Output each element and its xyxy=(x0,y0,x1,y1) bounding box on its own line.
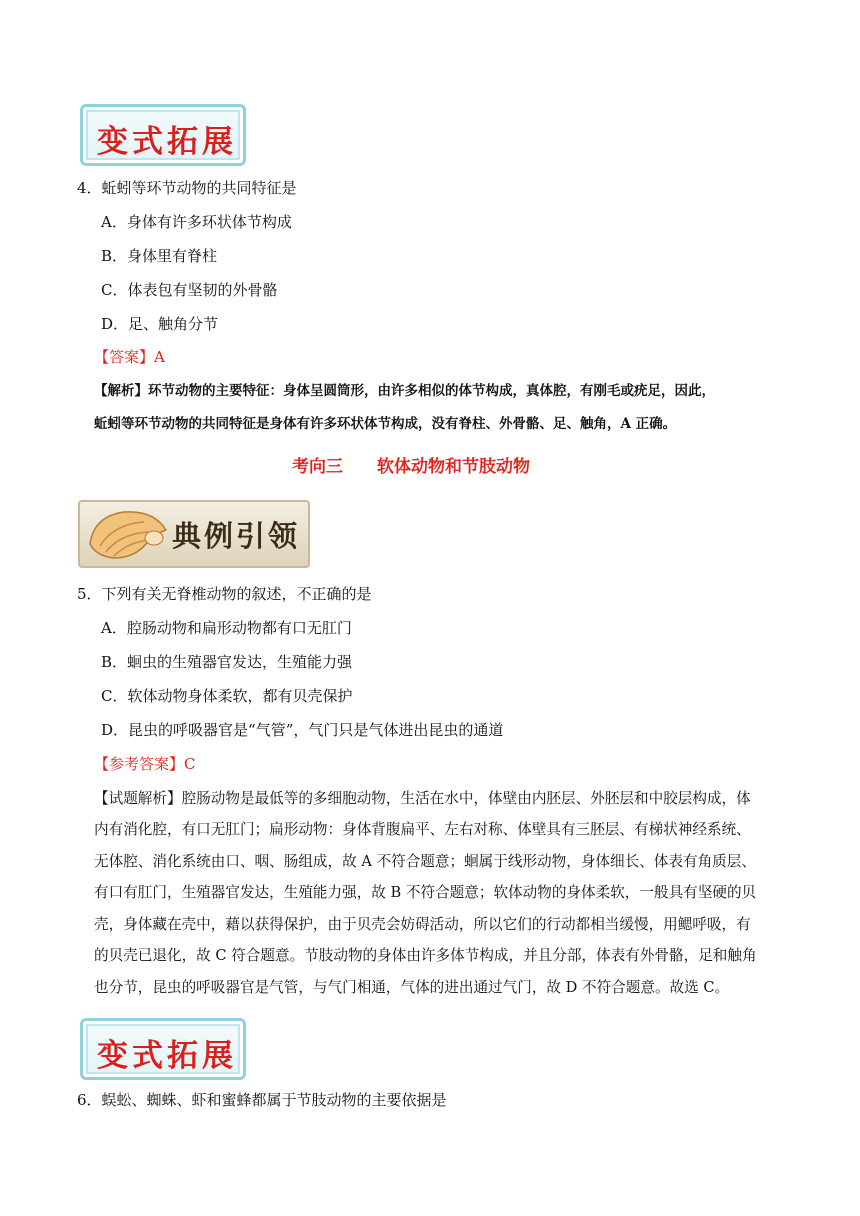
question-4-option-d: D．足、触角分节 xyxy=(101,315,219,333)
variant-extension-badge xyxy=(80,1018,246,1080)
question-4-answer: 【答案】A xyxy=(94,348,165,366)
typical-example-badge xyxy=(78,500,310,568)
question-4-option-c: C．体表包有坚韧的外骨骼 xyxy=(101,281,278,299)
question-5-answer: 【参考答案】C xyxy=(94,755,196,773)
explanation-line: 壳，身体藏在壳中，藉以获得保护，由于贝壳会妨碍活动，所以它们的行动都相当缓慢，用鳃呼吸，有 xyxy=(94,916,751,933)
section-title: 考向三 软体动物和节肢动物 xyxy=(292,457,530,477)
badge-label: 变式拓展 xyxy=(97,1038,237,1074)
explanation-line: 有口有肛门，生殖器官发达，生殖能力强，故 B 不符合题意；软体动物的身体柔软，一般具有坚硬的贝 xyxy=(94,884,757,901)
question-4-option-a: A．身体有许多环状体节构成 xyxy=(101,213,292,231)
question-4-explanation-line-1: 【解析】环节动物的主要特征：身体呈圆筒形，由许多相似的体节构成，真体腔，有刚毛或疣足，因此， xyxy=(94,383,715,399)
question-4-stem: 4．蚯蚓等环节动物的共同特征是 xyxy=(77,179,297,197)
explanation-line: 内有消化腔，有口无肛门；扁形动物：身体背腹扁平、左右对称、体壁具有三胚层、有梯状神经系统、 xyxy=(94,821,751,838)
question-5-option-d: D．昆虫的呼吸器官是“气管”，气门只是气体进出昆虫的通道 xyxy=(101,721,504,739)
explanation-line: 的贝壳已退化，故 C 符合题意。节肢动物的身体由许多体节构成，并且分部，体表有外骨骼，足和触角 xyxy=(94,947,757,964)
explanation-line: 【试题解析】腔肠动物是最低等的多细胞动物，生活在水中，体壁由内胚层、外胚层和中胶层构成，体 xyxy=(94,790,751,807)
explanation-line: 也分节，昆虫的呼吸器官是气管，与气门相通，气体的进出通过气门，故 D 不符合题意。故选 C。 xyxy=(94,979,730,996)
question-5-option-b: B．蛔虫的生殖器官发达，生殖能力强 xyxy=(101,653,353,671)
question-5-stem: 5．下列有关无脊椎动物的叙述，不正确的是 xyxy=(77,585,372,603)
question-4-option-b: B．身体里有脊柱 xyxy=(101,247,218,265)
badge-label: 变式拓展 xyxy=(97,124,237,160)
question-4-explanation-line-2: 蚯蚓等环节动物的共同特征是身体有许多环状体节构成，没有脊柱、外骨骼、足、触角，A 正确。 xyxy=(94,416,677,432)
question-6-stem: 6．蜈蚣、蜘蛛、虾和蜜蜂都属于节肢动物的主要依据是 xyxy=(77,1091,447,1109)
variant-extension-badge xyxy=(80,104,246,166)
badge-label: 典例引领 xyxy=(172,519,301,553)
explanation-line: 无体腔、消化系统由口、咽、肠组成，故 A 不符合题意；蛔属于线形动物，身体细长、体表有角质层、 xyxy=(94,853,756,870)
conch-shell-icon xyxy=(84,504,170,564)
question-5-option-a: A．腔肠动物和扁形动物都有口无肛门 xyxy=(101,619,352,637)
question-5-option-c: C．软体动物身体柔软，都有贝壳保护 xyxy=(101,687,353,705)
